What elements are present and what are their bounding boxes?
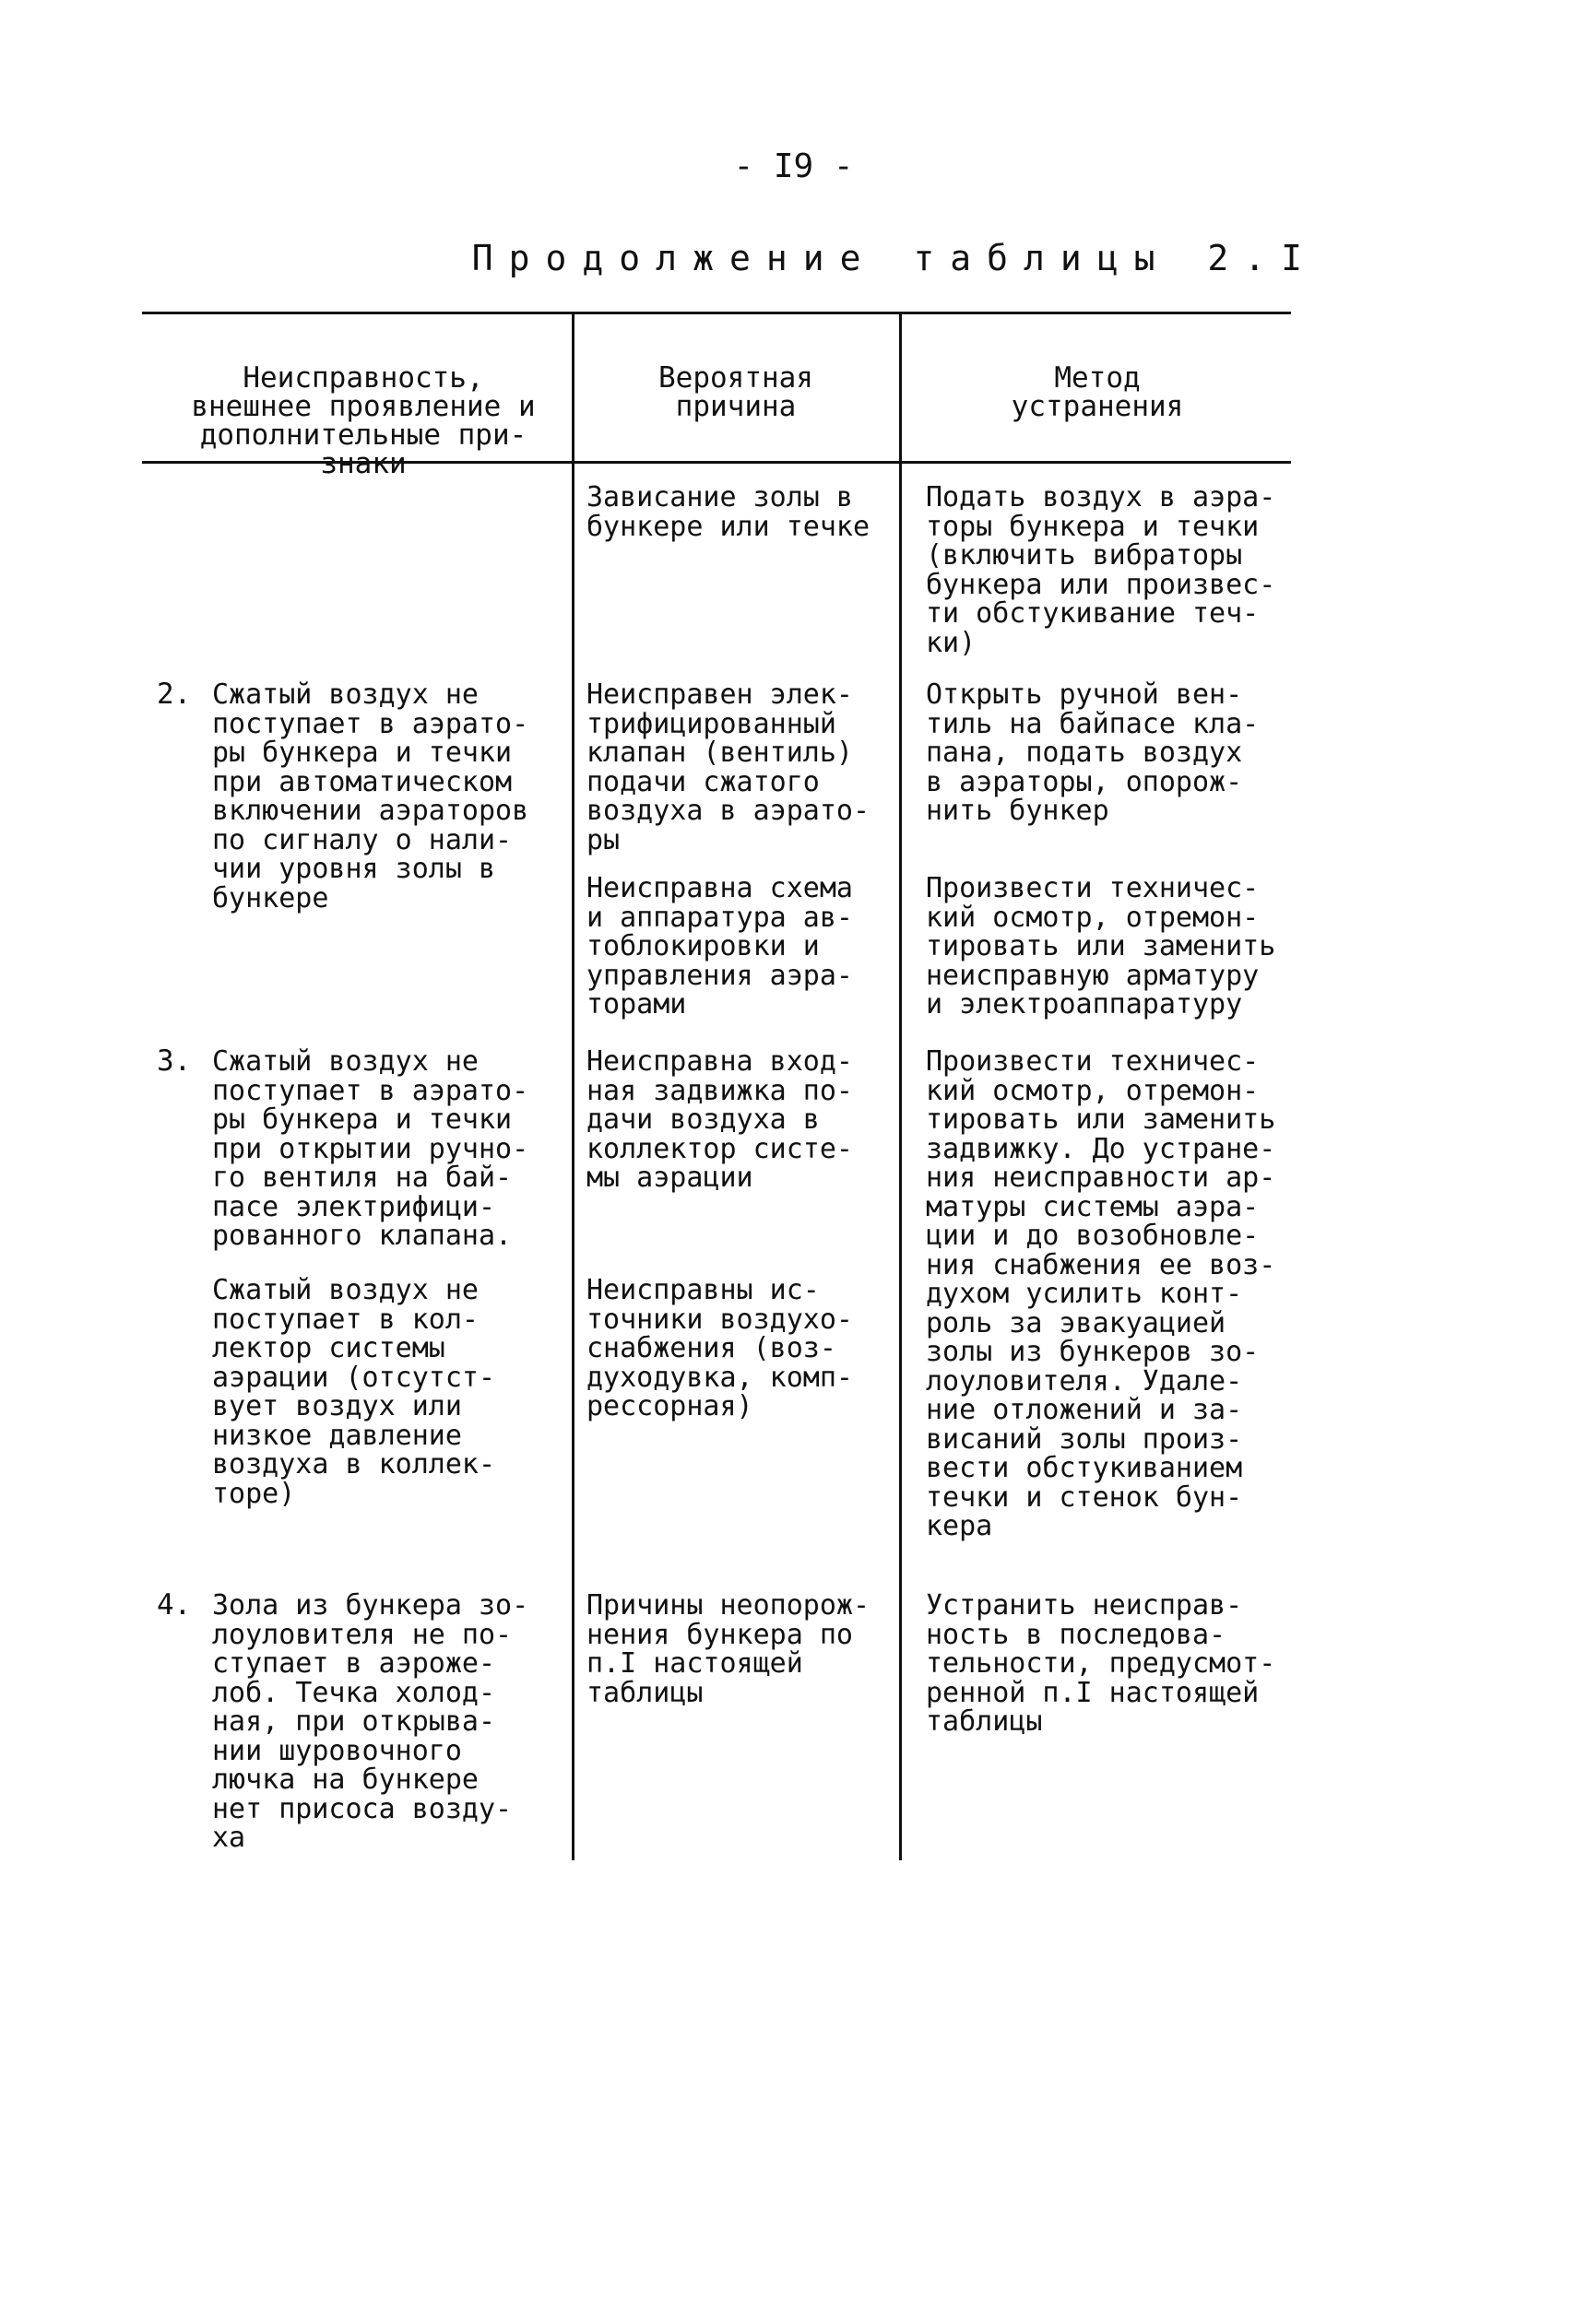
cell-fault: Сжатый воздух не поступает в кол- лектор системы аэрации (отсутст- вует воздух или низкое давление воздуха в коллек- торе) xyxy=(212,1274,496,1510)
table-top-rule xyxy=(142,312,1291,314)
cell-method: Произвести техничес- кий осмотр, отремон- тировать или заменить неисправную арматуру и электроаппаратуру xyxy=(926,872,1276,1020)
cell-cause: Неисправны ис- точники воздухо- снабжения (воз- духодувка, комп- рессорная) xyxy=(586,1274,853,1422)
cell-method: Устранить неисправ- ность в последова- тельности, предусмот- ренной п.I настоящей таблицы xyxy=(926,1589,1276,1738)
cell-fault: Зола из бункера зо- лоуловителя не по- ступает в аэроже- лоб. Течка холод- ная, при открыва- нии шуровочного лючка на бункере нет присоса возду- ха xyxy=(212,1589,529,1854)
row-number: 4. xyxy=(157,1588,192,1622)
cell-method: Подать воздух в аэра- торы бункера и течки (включить вибраторы бункера или произвес- ти обстукивание теч- ки) xyxy=(926,481,1276,659)
header-cause: Вероятная причина xyxy=(658,361,813,423)
cell-fault: Сжатый воздух не поступает в аэрато- ры бункера и течки при автоматическом включении аэраторов по сигналу о нали- чии уровня золы в бункере xyxy=(212,678,529,914)
fault-table xyxy=(142,312,1291,1860)
header-method: Метод устранения xyxy=(1011,361,1184,423)
cell-cause: Неисправен элек- трифицированный клапан (вентиль) подачи сжатого воздуха в аэрато- ры xyxy=(586,678,870,856)
header-fault: Неисправность, внешнее проявление и дополнительные при- знаки xyxy=(191,361,536,480)
row-number: 3. xyxy=(157,1044,192,1078)
cell-cause: Причины неопорож- нения бункера по п.I настоящей таблицы xyxy=(586,1589,870,1709)
cell-fault: Сжатый воздух не поступает в аэрато- ры бункера и течки при открытии ручно- го вентиля на бай- пасе электрифици- рованного клапана. xyxy=(212,1045,529,1252)
column-divider xyxy=(572,312,574,1860)
cell-cause: Зависание золы в бункере или течке xyxy=(586,481,870,543)
cell-method: Открыть ручной вен- тиль на байпасе кла- пана, подать воздух в аэраторы, опорож- нить бункер xyxy=(926,678,1260,827)
page-number: - I9 - xyxy=(733,147,854,185)
cell-cause: Неисправна схема и аппаратура ав- тоблокировки и управления аэра- торами xyxy=(586,872,853,1020)
cell-method: Произвести техничес- кий осмотр, отремон- тировать или заменить задвижку. До устране- ния неисправности ар- матуры системы аэра- ции и до возобновле- ния снабжения ее воз- духом усилить конт- роль за эвакуацией золы из бункеров зо- лоуловителя. Удале- ние отложений и за- висаний золы произ- вести обстукиванием течки и стенок бун- кера xyxy=(926,1045,1276,1542)
column-divider xyxy=(899,312,902,1860)
table-caption: Продолжение таблицы 2.I xyxy=(471,238,1318,278)
cell-cause: Неисправна вход- ная задвижка по- дачи воздуха в коллектор систе- мы аэрации xyxy=(586,1045,853,1194)
row-number: 2. xyxy=(157,678,192,711)
